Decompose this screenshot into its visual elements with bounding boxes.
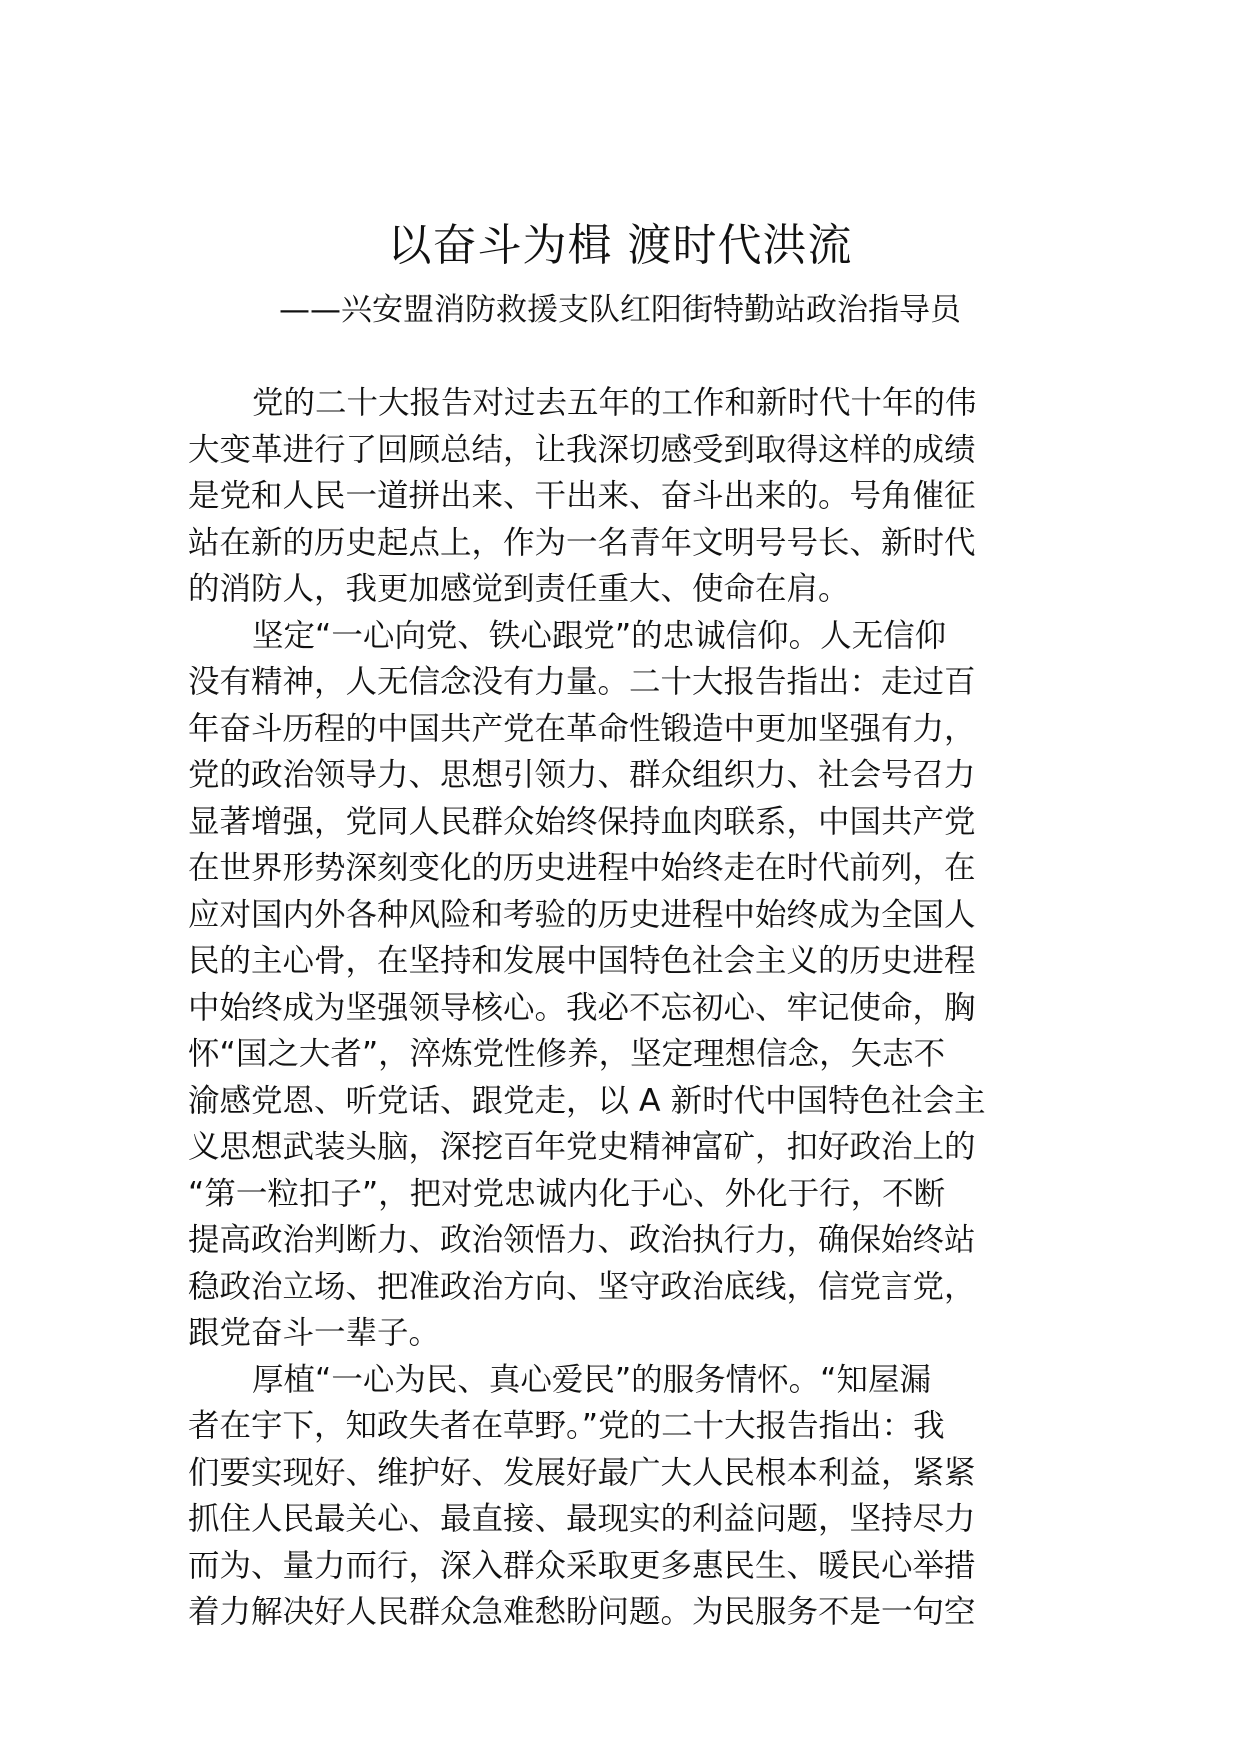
paragraph-line: 在世界形势深刻变化的历史进程中始终走在时代前列，在 — [188, 850, 976, 886]
paragraph-line: 义思想武装头脑，深挖百年党史精神富矿，扣好政治上的 — [188, 1129, 976, 1165]
paragraph-line: 抓住人民最关心、最直接、最现实的利益问题，坚持尽力 — [188, 1501, 976, 1537]
paragraph-line: 显著增强，党同人民群众始终保持血肉联系，中国共产党 — [188, 803, 976, 840]
paragraph-line: 民的主心骨，在坚持和发展中国特色社会主义的历史进程 — [188, 943, 976, 979]
paragraph-line: 着力解决好人民群众急难愁盼问题。为民服务不是一句空 — [188, 1594, 976, 1630]
paragraph-line: 年奋斗历程的中国共产党在革命性锻造中更加坚强有力， — [188, 710, 976, 747]
document-body — [188, 380, 1048, 1636]
paragraph-line: 厚植“一心为民、真心爱民”的服务情怀。“知屋漏 — [252, 1361, 931, 1398]
paragraph-line: 中始终成为坚强领导核心。我必不忘初心、牢记使命，胸 — [188, 989, 976, 1026]
paragraph-line: 而为、量力而行，深入群众采取更多惠民生、暖民心举措 — [188, 1547, 976, 1584]
paragraph-line: 坚定“一心向党、铁心跟党”的忠诚信仰。人无信仰 — [252, 617, 947, 654]
document-title: 以奋斗为楫 渡时代洪流 — [387, 220, 853, 271]
paragraph-line: 党的政治领导力、思想引领力、群众组织力、社会号召力 — [188, 757, 976, 793]
paragraph-line: 们要实现好、维护好、发展好最广大人民根本利益，紧紧 — [188, 1454, 976, 1491]
paragraph-line: 站在新的历史起点上，作为一名青年文明号号长、新时代 — [188, 524, 976, 561]
paragraph-line: 没有精神，人无信念没有力量。二十大报告指出：走过百 — [188, 664, 976, 700]
paragraph-line: “第一粒扣子”，把对党忠诚内化于心、外化于行，不断 — [188, 1175, 946, 1212]
paragraph-line: 的消防人，我更加感觉到责任重大、使命在肩。 — [188, 571, 850, 607]
paragraph-line: 提高政治判断力、政治领悟力、政治执行力，确保始终站 — [188, 1222, 976, 1258]
paragraph-line: 是党和人民一道拼出来、干出来、奋斗出来的。号角催征 — [188, 478, 976, 514]
paragraph-line: 跟党奋斗一辈子。 — [188, 1315, 441, 1351]
paragraph-line: 者在宇下，知政失者在草野。”党的二十大报告指出：我 — [188, 1408, 945, 1444]
paragraph-line: 渝感党恩、听党话、跟党走，以 A 新时代中国特色社会主 — [188, 1082, 986, 1119]
paragraph-line: 怀“国之大者”，淬炼党性修养，坚定理想信念，矢志不 — [188, 1036, 946, 1072]
paragraph-line: 党的二十大报告对过去五年的工作和新时代十年的伟 — [252, 385, 977, 421]
document-subtitle: ——兴安盟消防救援支队红阳街特勤站政治指导员 — [279, 292, 961, 328]
paragraph-line: 大变革进行了回顾总结，让我深切感受到取得这样的成绩 — [188, 431, 976, 468]
paragraph-line: 应对国内外各种风险和考验的历史进程中始终成为全国人 — [188, 896, 976, 933]
paragraph-line: 稳政治立场、把准政治方向、坚守政治底线，信党言党， — [188, 1268, 976, 1305]
